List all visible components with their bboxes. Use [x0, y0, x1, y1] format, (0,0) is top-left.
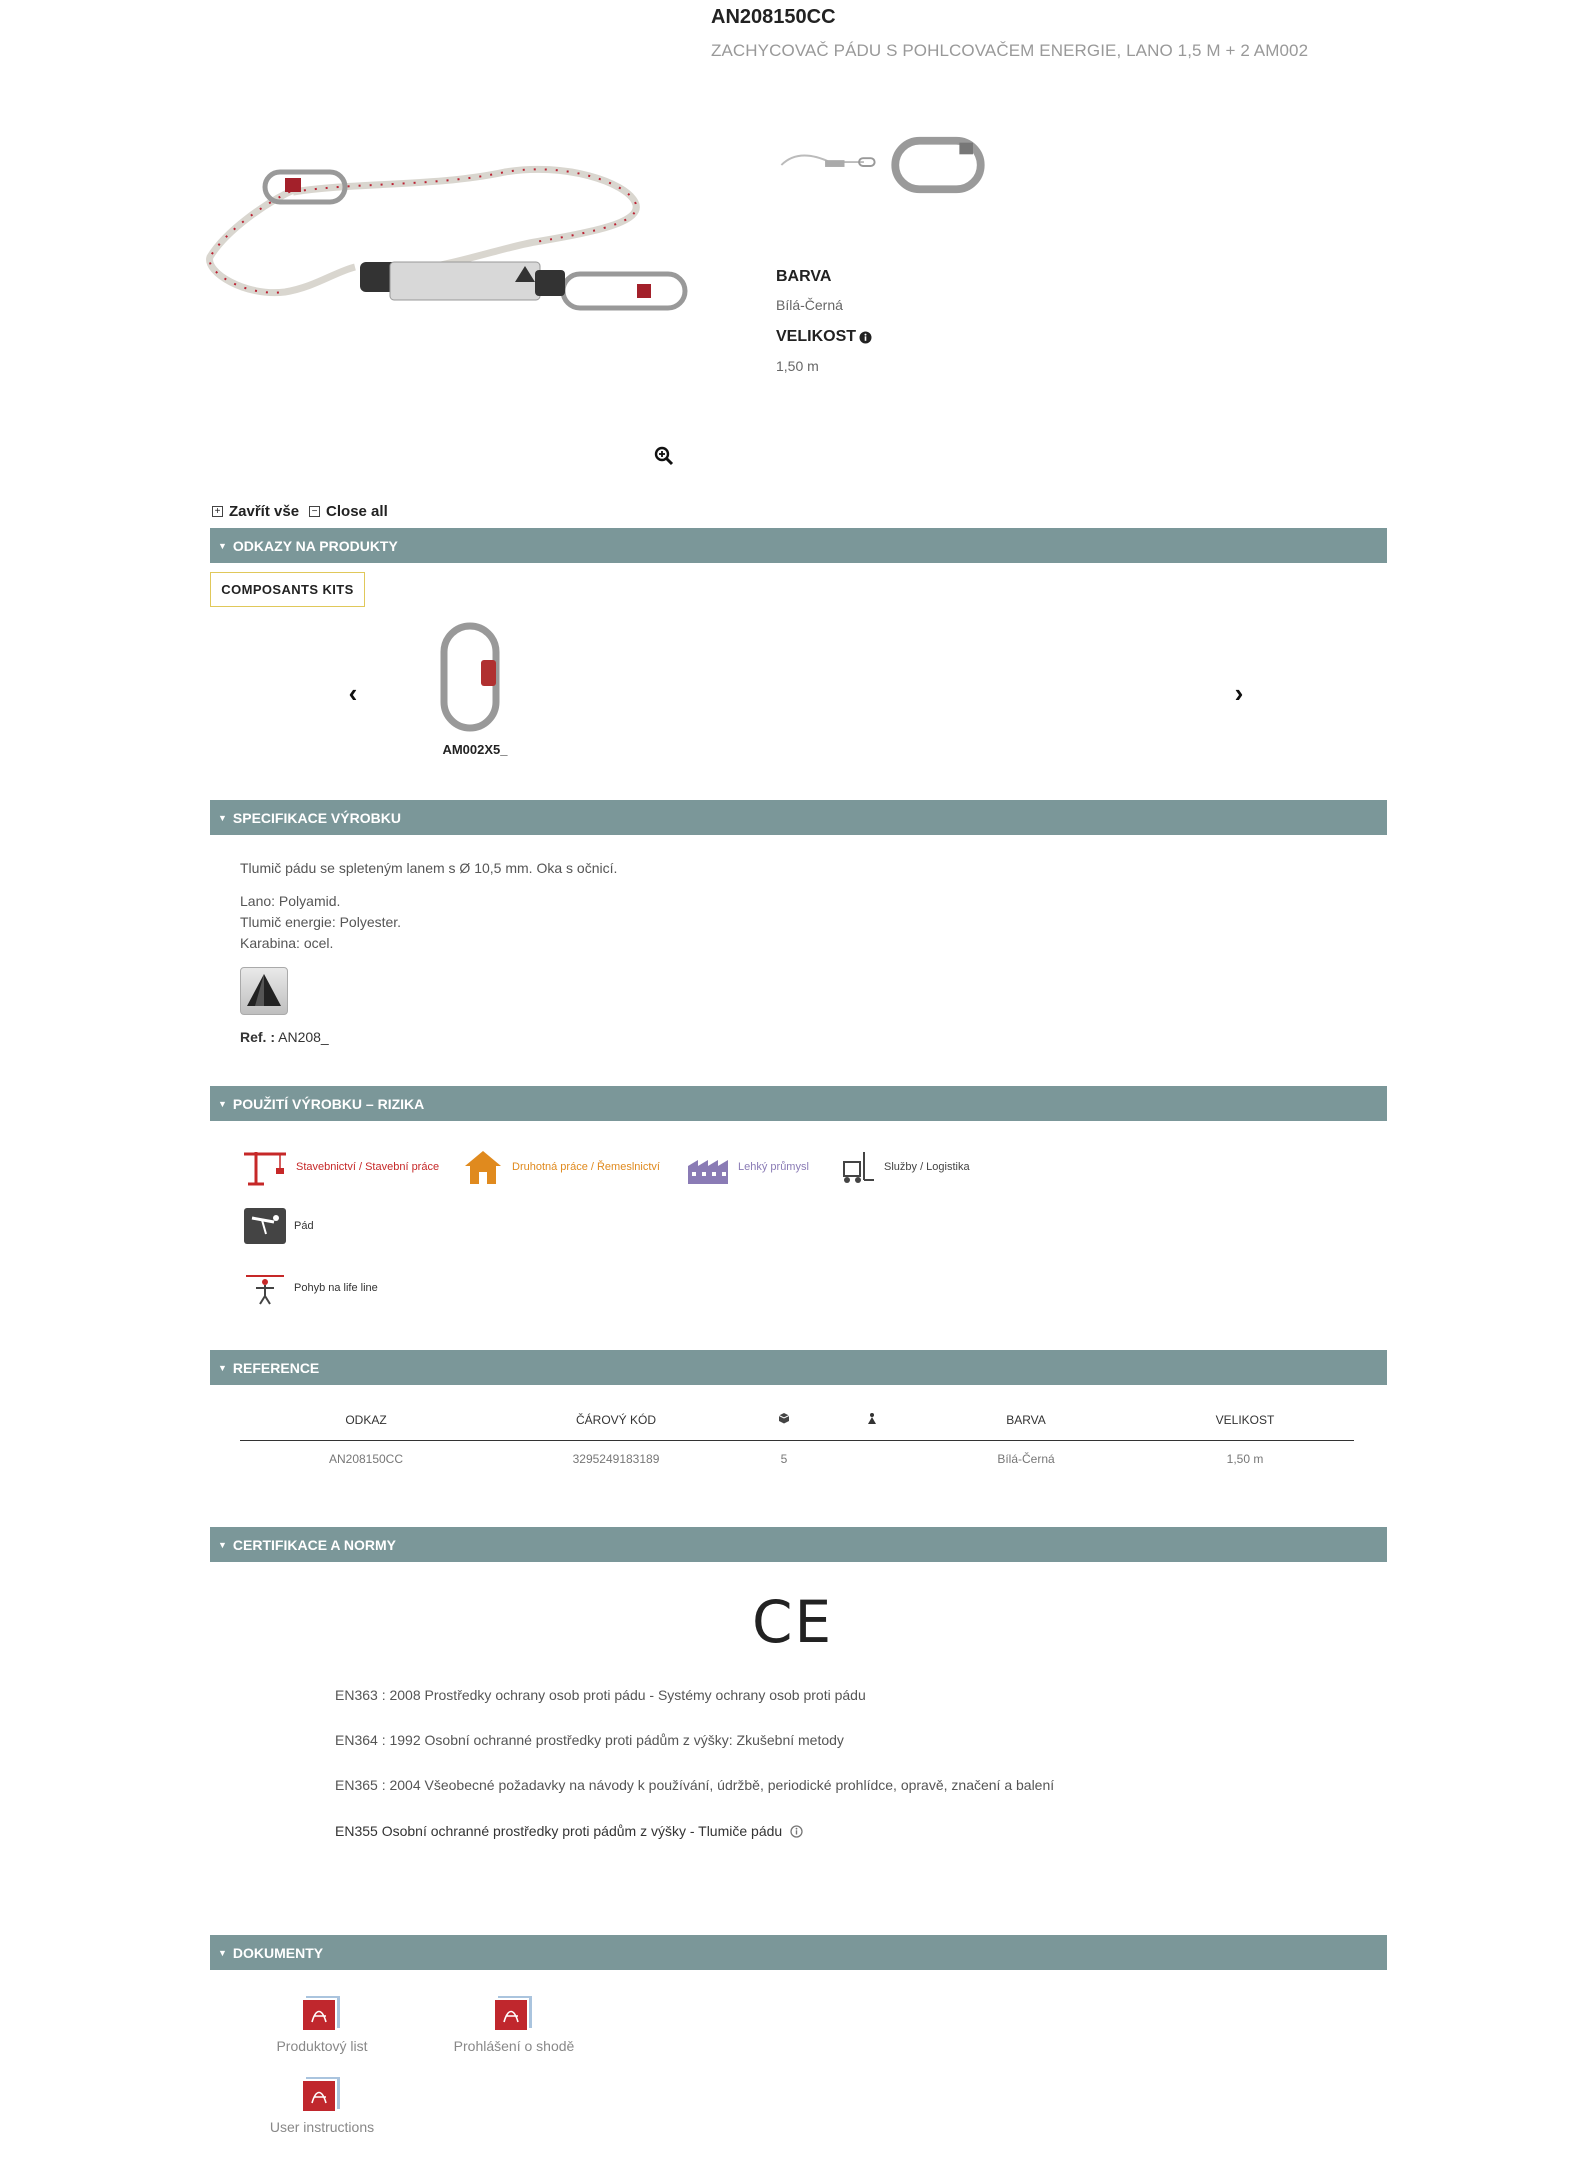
table-row[interactable] [240, 1440, 1354, 1478]
factory-icon [686, 1148, 730, 1186]
section-certification[interactable]: ▼ CERTIFIKACE A NORMY [210, 1527, 1387, 1562]
size-label: VELIKOST [776, 328, 857, 345]
reference-table [240, 1400, 1354, 1478]
risk-light-industry: Lehký průmysl [686, 1148, 809, 1186]
col-ref[interactable]: ODKAZ [240, 1400, 492, 1440]
carousel-next-button[interactable]: › [1234, 678, 1244, 708]
product-main-image[interactable] [205, 162, 695, 324]
cell-size: 1,50 m [1226, 1452, 1264, 1467]
plus-icon: + [212, 506, 223, 517]
pdf-icon [492, 1994, 536, 2032]
minus-icon: − [309, 506, 320, 517]
caret-down-icon: ▼ [218, 1947, 227, 1958]
col-size[interactable]: VELIKOST [1136, 1400, 1354, 1440]
person-icon [866, 1412, 878, 1424]
box-icon [778, 1412, 790, 1424]
caret-down-icon: ▼ [218, 1539, 227, 1550]
col-box[interactable] [740, 1400, 828, 1440]
spec-description: Tlumič pádu se spleteným lanem s Ø 10,5 mm. Oka s očnicí. [240, 860, 618, 876]
doc-user-instructions[interactable]: User instructions [242, 2075, 402, 2135]
info-icon[interactable] [859, 331, 872, 344]
lifeline-icon [244, 1270, 286, 1306]
caret-down-icon: ▼ [218, 812, 227, 823]
pdf-icon [300, 2075, 344, 2113]
color-label: BARVA [776, 268, 832, 285]
norm-en364: EN364 : 1992 Osobní ochranné prostředky proti pádům z výšky: Zkušební metody [335, 1732, 844, 1748]
section-product-links[interactable]: ▼ ODKAZY NA PRODUKTY [210, 528, 1387, 563]
spec-material: Tlumič energie: Polyester. [240, 914, 402, 930]
risk-lifeline: Pohyb na life line [244, 1270, 378, 1306]
caret-down-icon: ▼ [218, 1362, 227, 1373]
risk-crafts: Druhotná práce / Řemeslnictví [462, 1148, 660, 1186]
expand-all-button[interactable]: + Zavřít vše [212, 503, 299, 520]
caret-down-icon: ▼ [218, 540, 227, 551]
house-icon [462, 1148, 504, 1186]
table-header-row [240, 1400, 1354, 1440]
norm-en355: EN355 Osobní ochranné prostředky proti pádům z výšky - Tlumiče pádu [335, 1823, 803, 1839]
color-value: Bílá-Černá [776, 297, 843, 313]
thumbnail-product[interactable] [775, 130, 880, 200]
kit-item-image[interactable] [436, 620, 508, 735]
spec-material: Lano: Polyamid. [240, 893, 341, 909]
section-usage-risks[interactable]: ▼ POUŽITÍ VÝROBKU – RIZIKA [210, 1086, 1387, 1121]
kit-item-label[interactable]: AM002X5_ [442, 742, 508, 757]
tab-kit-components[interactable]: COMPOSANTS KITS [210, 572, 365, 607]
fall-icon [244, 1208, 286, 1244]
doc-product-sheet[interactable]: Produktový list [242, 1994, 402, 2054]
forklift-icon [834, 1148, 876, 1186]
cell-box: 5 [780, 1452, 788, 1467]
cell-color: Bílá-Černá [997, 1452, 1055, 1467]
section-reference[interactable]: ▼ REFERENCE [210, 1350, 1387, 1385]
norm-en365: EN365 : 2004 Všeobecné požadavky na návody k používání, údržbě, periodické prohlídce, opravě, značení a balení [335, 1777, 1055, 1793]
size-value: 1,50 m [776, 358, 819, 374]
col-barcode[interactable]: ČÁROVÝ KÓD [492, 1400, 740, 1440]
thumbnail-carabiner[interactable] [888, 130, 988, 200]
risk-construction: Stavebnictví / Stavební práce [242, 1148, 439, 1186]
carousel-prev-button[interactable]: ‹ [348, 678, 358, 708]
risk-logistics: Služby / Logistika [834, 1148, 970, 1186]
product-code: AN208150CC [711, 6, 836, 28]
risk-fall: Pád [244, 1208, 314, 1244]
ce-mark: CE [752, 1588, 834, 1656]
spec-material: Karabina: ocel. [240, 935, 334, 951]
cell-person [828, 1440, 916, 1478]
caret-down-icon: ▼ [218, 1098, 227, 1109]
zoom-icon[interactable] [654, 446, 674, 466]
pdf-icon [300, 1994, 344, 2032]
ref-value: AN208_ [278, 1029, 329, 1045]
close-all-button[interactable]: − Close all [309, 503, 388, 520]
ref-label: Ref. : [240, 1029, 275, 1045]
crane-icon [242, 1148, 288, 1186]
accordion-toggles [212, 503, 388, 520]
norm-en363: EN363 : 2008 Prostředky ochrany osob proti pádu - Systémy ochrany osob proti pádu [335, 1687, 866, 1703]
cell-ref: AN208150CC [328, 1452, 404, 1467]
info-icon[interactable] [790, 1825, 803, 1838]
section-specification[interactable]: ▼ SPECIFIKACE VÝROBKU [210, 800, 1387, 835]
doc-declaration[interactable]: Prohlášení o shodě [434, 1994, 594, 2054]
col-person[interactable] [828, 1400, 916, 1440]
section-documents[interactable]: ▼ DOKUMENTY [210, 1935, 1387, 1970]
brand-logo [240, 967, 288, 1015]
col-color[interactable]: BARVA [916, 1400, 1136, 1440]
product-name: ZACHYCOVAČ PÁDU S POHLCOVAČEM ENERGIE, LANO 1,5 M + 2 AM002 [711, 41, 1309, 60]
cell-barcode: 3295249183189 [572, 1452, 660, 1467]
